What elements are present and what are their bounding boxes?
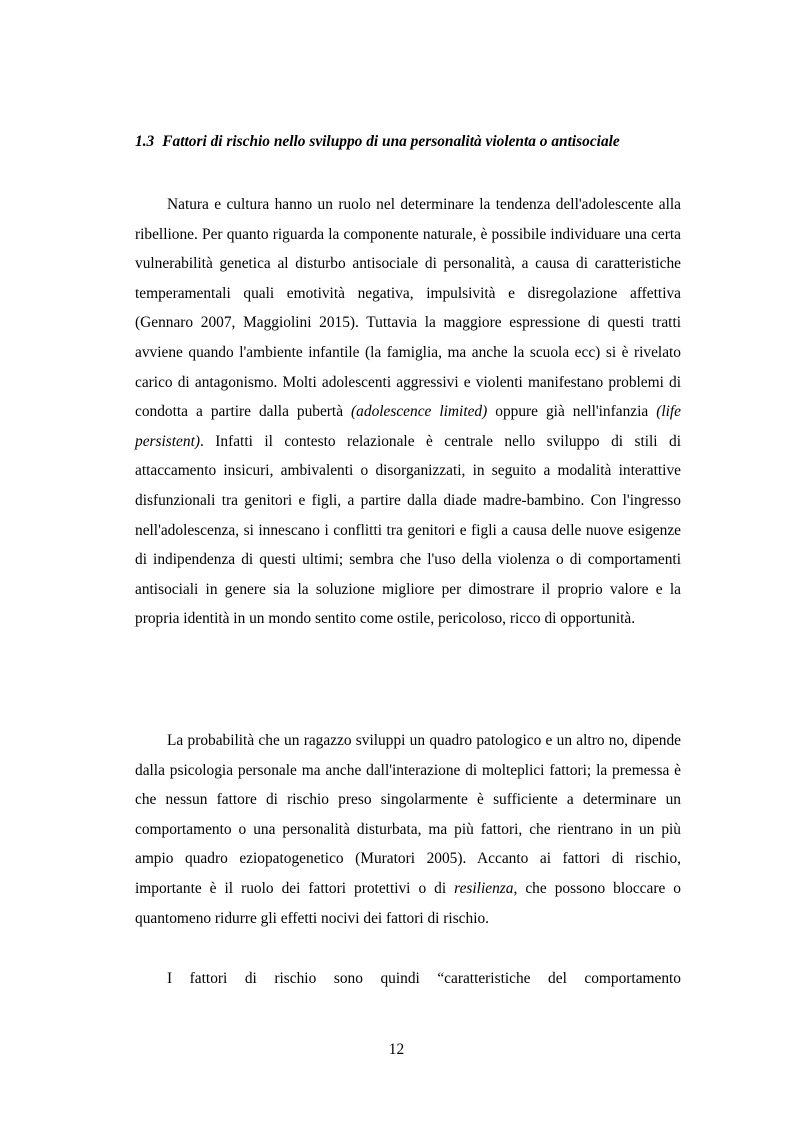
paragraph-1-text-b: oppure già nell'infanzia bbox=[487, 403, 657, 421]
section-title: Fattori di rischio nello sviluppo di una personalità violenta o antisociale bbox=[162, 133, 620, 150]
paragraph-2-italic-resilienza: resilienza, bbox=[454, 879, 518, 897]
paragraph-3 bbox=[135, 964, 681, 994]
paragraph-1 bbox=[135, 190, 681, 634]
paragraph-1-italic-adolescence-limited: (adolescence limited) bbox=[351, 403, 488, 421]
paragraph-1-italic-life-persistent: (life persistent) bbox=[135, 403, 681, 450]
paragraph-2 bbox=[135, 726, 681, 933]
paragraph-1-text-a: Natura e cultura hanno un ruolo nel determinare la tendenza dell'adolescente alla ribellione. Per quanto riguarda la componente naturale, è possibile individuare una certa vulnerabilità genetica al disturbo antisociale di personalità, a causa di caratteristiche temperamentali quali emotività negativa, impulsività e disregolazione affettiva (Gennaro 2007, Maggiolini 2015). Tuttavia la maggiore espressione di questi tratti avviene quando l'ambiente infantile (la famiglia, ma anche la scuola ecc) si è rivelato carico di antagonismo. Molti adolescenti aggressivi e violenti manifestano problemi di condotta a partire dalla pubertà bbox=[135, 196, 681, 421]
section-heading bbox=[135, 131, 695, 153]
paragraph-2-text-a: La probabilità che un ragazzo sviluppi un quadro patologico e un altro no, dipende dalla psicologia personale ma anche dall'interazione di molteplici fattori; la premessa è che nessun fattore di rischio preso singolarmente è sufficiente a determinare un comportamento o una personalità disturbata, ma più fattori, che rientrano in un più ampio quadro eziopatogenetico (Muratori 2005). Accanto ai fattori di rischio, importante è il ruolo dei fattori protettivi o di bbox=[135, 732, 681, 897]
section-number: 1.3 bbox=[135, 133, 155, 150]
paragraph-1-text-c: . Infatti il contesto relazionale è centrale nello sviluppo di stili di attaccamento insicuri, ambivalenti o disorganizzati, in seguito a modalità interattive disfunzionali tra genitori e figli, a partire dalla diade madre-bambino. Con l'ingresso nell'adolescenza, si innescano i conflitti tra genitori e figli a causa delle nuove esigenze di indipendenza di questi ultimi; sembra che l'uso della violenza o di comportamenti antisociali in genere sia la soluzione migliore per dimostrare il proprio valore e la propria identità in un mondo sentito come ostile, pericoloso, ricco di opportunità. bbox=[135, 432, 681, 628]
paragraph-2-text-b: che possono bloccare o quantomeno ridurre gli effetti nocivi dei fattori di rischio. bbox=[135, 879, 681, 927]
page-number: 12 bbox=[388, 1041, 405, 1058]
paragraph-3-text-a: I fattori di rischio sono quindi “caratteristiche del comportamento bbox=[167, 970, 681, 987]
